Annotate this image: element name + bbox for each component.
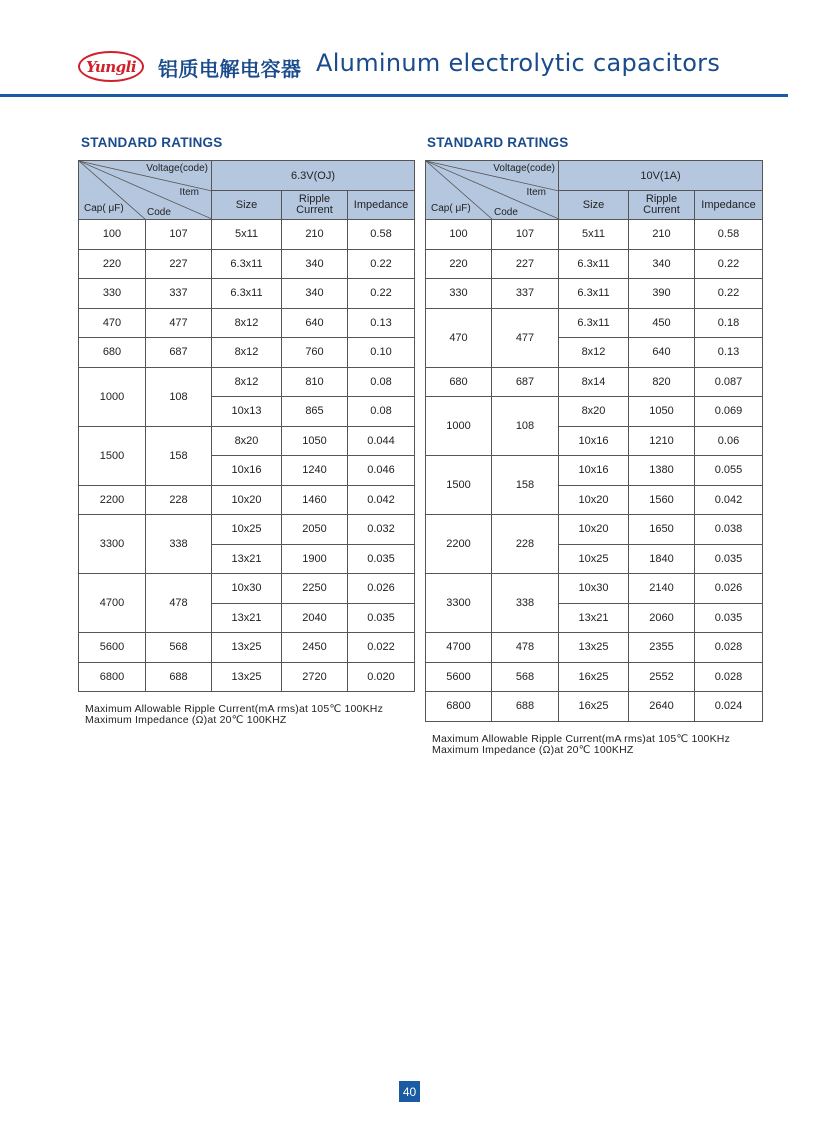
impedance-cell: 0.13 [695,338,763,368]
capacitance-cell: 5600 [79,633,146,663]
ripple-current-cell: 340 [282,249,348,279]
header-divider [0,94,788,97]
size-cell: 13x25 [212,633,282,663]
table-row [426,397,763,427]
impedance-cell: 0.035 [348,544,415,574]
page-header [0,0,826,100]
capacitance-cell: 5600 [426,662,492,692]
size-cell: 10x20 [212,485,282,515]
ripple-current-cell: 210 [629,220,695,250]
ripple-current-cell: 1560 [629,485,695,515]
current-label: Current [296,204,333,216]
table-row [79,515,415,545]
ripple-current-cell: 1210 [629,426,695,456]
left-ratings-table [78,160,415,692]
brand-logo-text: Yungli [85,57,137,76]
ripple-current-cell: 1240 [282,456,348,486]
ripple-current-cell: 2250 [282,574,348,604]
table-row [79,485,415,515]
code-cell: 478 [492,633,559,663]
ripple-current-cell: 210 [282,220,348,250]
capacitance-cell: 680 [426,367,492,397]
ripple-current-cell: 390 [629,279,695,309]
ripple-current-cell: 1050 [282,426,348,456]
size-cell: 13x21 [559,603,629,633]
capacitance-cell: 330 [79,279,146,309]
right-note-impedance: Maximum Impedance (Ω)at 20℃ 100KHZ [432,744,634,756]
size-cell: 8x12 [212,367,282,397]
impedance-cell: 0.020 [348,662,415,692]
capacitance-cell: 1500 [426,456,492,515]
right-ratings-table [425,160,763,722]
size-cell: 6.3x11 [212,279,282,309]
ripple-current-cell: 865 [282,397,348,427]
table-row [426,574,763,604]
impedance-cell: 0.58 [695,220,763,250]
capacitance-cell: 1000 [79,367,146,426]
capacitance-cell: 220 [79,249,146,279]
table-row [79,633,415,663]
code-cell: 337 [492,279,559,309]
size-cell: 13x21 [212,603,282,633]
ripple-current-cell: 340 [282,279,348,309]
ripple-current-cell: 1650 [629,515,695,545]
ripple-current-cell: 2720 [282,662,348,692]
capacitance-cell: 100 [426,220,492,250]
size-cell: 10x16 [212,456,282,486]
ripple-current-column-header [629,191,695,220]
code-cell: 227 [492,249,559,279]
code-label: Code [494,207,518,218]
code-cell: 568 [492,662,559,692]
current-label: Current [643,204,680,216]
impedance-cell: 0.035 [695,544,763,574]
ripple-current-cell: 640 [282,308,348,338]
right-note-ripple: Maximum Allowable Ripple Current(mA rms)at 105℃ 100KHz [432,733,731,745]
capacitance-cell: 4700 [426,633,492,663]
impedance-cell: 0.22 [348,249,415,279]
voltage-code-label: Voltage(code) [146,163,208,174]
size-cell: 10x25 [212,515,282,545]
code-cell: 108 [492,397,559,456]
table-row [79,367,415,397]
capacitance-cell: 680 [79,338,146,368]
ripple-current-cell: 760 [282,338,348,368]
impedance-cell: 0.042 [695,485,763,515]
table-row [426,662,763,692]
table-row [426,308,763,338]
item-label: Item [526,187,546,198]
impedance-cell: 0.026 [348,574,415,604]
corner-header-cell [79,161,212,220]
size-cell: 10x20 [559,515,629,545]
impedance-cell: 0.042 [348,485,415,515]
table-row [426,249,763,279]
code-cell: 687 [146,338,212,368]
impedance-cell: 0.032 [348,515,415,545]
size-cell: 6.3x11 [559,279,629,309]
size-cell: 10x13 [212,397,282,427]
capacitance-cell: 1000 [426,397,492,456]
size-cell: 8x12 [212,308,282,338]
page-title-english: Aluminum electrolytic capacitors [316,49,721,77]
code-cell: 568 [146,633,212,663]
table-row [79,338,415,368]
size-column-header: Size [212,191,282,220]
capacitance-cell: 330 [426,279,492,309]
capacitance-cell: 470 [79,308,146,338]
impedance-cell: 0.58 [348,220,415,250]
left-section-title: STANDARD RATINGS [81,135,223,150]
table-row [79,574,415,604]
code-cell: 108 [146,367,212,426]
voltage-header: 10V(1A) [559,161,763,191]
impedance-cell: 0.10 [348,338,415,368]
table-row [426,456,763,486]
impedance-cell: 0.022 [348,633,415,663]
ripple-current-cell: 640 [629,338,695,368]
table-row [79,279,415,309]
size-cell: 10x16 [559,426,629,456]
impedance-cell: 0.028 [695,662,763,692]
ripple-label: Ripple [645,193,678,205]
capacitance-cell: 1500 [79,426,146,485]
ripple-current-cell: 2040 [282,603,348,633]
ripple-current-cell: 2060 [629,603,695,633]
impedance-cell: 0.035 [348,603,415,633]
voltage-code-label: Voltage(code) [493,163,555,174]
size-cell: 10x16 [559,456,629,486]
page-title-chinese: 铝质电解电容器 [158,57,302,81]
impedance-cell: 0.13 [348,308,415,338]
capacitance-cell: 100 [79,220,146,250]
impedance-cell: 0.046 [348,456,415,486]
impedance-cell: 0.028 [695,633,763,663]
ripple-current-cell: 820 [629,367,695,397]
size-cell: 16x25 [559,692,629,722]
ripple-label: Ripple [298,193,331,205]
capacitance-cell: 470 [426,308,492,367]
capacitance-label: Cap( μF) [84,203,124,214]
ripple-current-cell: 1840 [629,544,695,574]
brand-logo [78,51,144,82]
page-number: 40 [399,1081,420,1102]
ripple-current-cell: 2552 [629,662,695,692]
impedance-cell: 0.22 [695,249,763,279]
size-column-header: Size [559,191,629,220]
impedance-cell: 0.22 [348,279,415,309]
ripple-current-column-header [282,191,348,220]
capacitance-label: Cap( μF) [431,203,471,214]
impedance-cell: 0.087 [695,367,763,397]
table-row [426,692,763,722]
table-row [426,220,763,250]
size-cell: 6.3x11 [559,249,629,279]
size-cell: 13x25 [559,633,629,663]
table-row [79,662,415,692]
size-cell: 10x20 [559,485,629,515]
impedance-cell: 0.08 [348,397,415,427]
code-label: Code [147,207,171,218]
ripple-current-cell: 2355 [629,633,695,663]
code-cell: 477 [492,308,559,367]
size-cell: 13x21 [212,544,282,574]
impedance-cell: 0.06 [695,426,763,456]
impedance-cell: 0.024 [695,692,763,722]
ripple-current-cell: 450 [629,308,695,338]
ripple-current-cell: 2450 [282,633,348,663]
impedance-cell: 0.18 [695,308,763,338]
impedance-cell: 0.038 [695,515,763,545]
item-label: Item [179,187,199,198]
size-cell: 16x25 [559,662,629,692]
code-cell: 158 [492,456,559,515]
impedance-cell: 0.044 [348,426,415,456]
table-row [426,633,763,663]
capacitance-cell: 2200 [426,515,492,574]
capacitance-cell: 2200 [79,485,146,515]
ripple-current-cell: 2640 [629,692,695,722]
impedance-cell: 0.069 [695,397,763,427]
code-cell: 227 [146,249,212,279]
right-section-title: STANDARD RATINGS [427,135,569,150]
table-row [426,279,763,309]
size-cell: 10x30 [559,574,629,604]
ripple-current-cell: 2140 [629,574,695,604]
impedance-column-header: Impedance [348,191,415,220]
capacitance-cell: 6800 [79,662,146,692]
size-cell: 5x11 [212,220,282,250]
ripple-current-cell: 1460 [282,485,348,515]
code-cell: 687 [492,367,559,397]
table-row [426,515,763,545]
left-note-ripple: Maximum Allowable Ripple Current(mA rms)at 105℃ 100KHz [85,703,384,715]
capacitance-cell: 4700 [79,574,146,633]
ripple-current-cell: 2050 [282,515,348,545]
size-cell: 8x12 [559,338,629,368]
ripple-current-cell: 340 [629,249,695,279]
impedance-cell: 0.22 [695,279,763,309]
table-row [79,220,415,250]
size-cell: 10x30 [212,574,282,604]
code-cell: 337 [146,279,212,309]
voltage-header: 6.3V(OJ) [212,161,415,191]
table-row [426,367,763,397]
table-header-row [426,161,763,191]
ripple-current-cell: 1050 [629,397,695,427]
ripple-current-cell: 810 [282,367,348,397]
code-cell: 338 [492,574,559,633]
impedance-cell: 0.035 [695,603,763,633]
impedance-cell: 0.08 [348,367,415,397]
table-row [79,308,415,338]
impedance-cell: 0.055 [695,456,763,486]
left-notes [85,704,383,726]
capacitance-cell: 220 [426,249,492,279]
code-cell: 688 [492,692,559,722]
ripple-current-cell: 1380 [629,456,695,486]
code-cell: 688 [146,662,212,692]
size-cell: 8x20 [212,426,282,456]
capacitance-cell: 3300 [426,574,492,633]
capacitance-cell: 6800 [426,692,492,722]
ripple-current-cell: 1900 [282,544,348,574]
table-row [79,249,415,279]
impedance-cell: 0.026 [695,574,763,604]
right-notes [432,734,730,756]
size-cell: 5x11 [559,220,629,250]
size-cell: 6.3x11 [559,308,629,338]
code-cell: 228 [492,515,559,574]
capacitance-cell: 3300 [79,515,146,574]
code-cell: 158 [146,426,212,485]
size-cell: 10x25 [559,544,629,574]
corner-header-cell [426,161,559,220]
code-cell: 107 [146,220,212,250]
code-cell: 338 [146,515,212,574]
code-cell: 107 [492,220,559,250]
size-cell: 8x12 [212,338,282,368]
impedance-column-header: Impedance [695,191,763,220]
code-cell: 478 [146,574,212,633]
size-cell: 13x25 [212,662,282,692]
left-note-impedance: Maximum Impedance (Ω)at 20℃ 100KHZ [85,714,287,726]
size-cell: 8x14 [559,367,629,397]
code-cell: 228 [146,485,212,515]
table-header-row [79,161,415,191]
size-cell: 8x20 [559,397,629,427]
table-row [79,426,415,456]
code-cell: 477 [146,308,212,338]
size-cell: 6.3x11 [212,249,282,279]
